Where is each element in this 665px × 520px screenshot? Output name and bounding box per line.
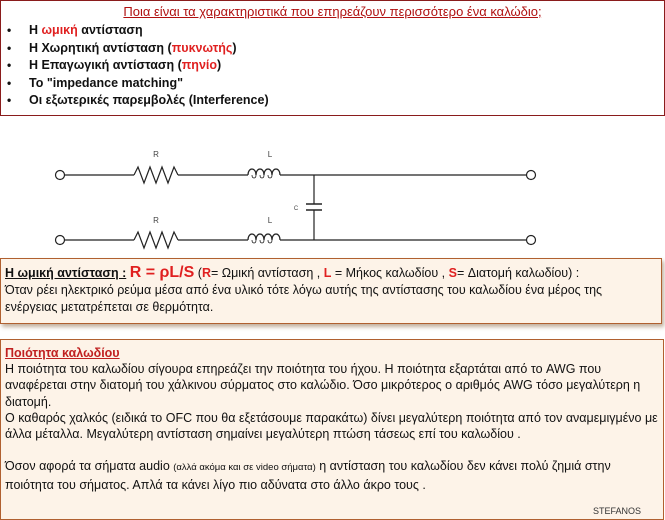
resistance-formula-line: Η ωμική αντίσταση : R = ρL/S (R= Ωμική αντίσταση , L = Μήκος καλωδίου , S= Διατομή καλωδίου) : xyxy=(5,264,580,281)
question-list xyxy=(7,22,658,110)
quality-paragraph-2: Ο καθαρός χαλκός (ειδικά το OFC που θα εξετάσουμε παρακάτω) δίνει μεγαλύτερη ποιότητα από τον αναμεμιγμένο με άλλα μέταλλα. Μεγαλύτερη αντίσταση σημαίνει μεγαλύτερη πτώση τάσεως επί του καλωδίου . xyxy=(5,410,658,442)
resistance-formula: R = ρL/S xyxy=(129,264,195,281)
inductor-label: L xyxy=(267,216,273,225)
terminal-icon xyxy=(56,171,65,180)
question-box xyxy=(0,0,665,116)
resistance-heading: Η ωμική αντίσταση : xyxy=(5,266,127,280)
list-item: • Το "impedance matching" xyxy=(7,75,658,93)
quality-paragraph-1: Η ποιότητα του καλωδίου σίγουρα επηρεάζει την ποιότητα του ήχου. Η ποιότητα εξαρτάται από το AWG που αναφέρεται στην διατομή του χάλκινου σύρματος στο καλώδιο. Όσο μικρότερος ο αριθμός AWG τόσο μεγαλύτερη η διατομή. xyxy=(5,362,641,409)
list-item: • Η Χωρητική αντίσταση (πυκνωτής) xyxy=(7,40,658,58)
author-signature: STEFANOS xyxy=(592,506,641,516)
capacitor-label: C xyxy=(293,206,299,212)
inductor-icon xyxy=(248,234,280,240)
list-item: • Η Επαγωγική αντίσταση (πηνίο) xyxy=(7,57,658,75)
bullet-icon: • xyxy=(7,93,12,107)
bullet-icon: • xyxy=(7,23,12,37)
terminal-icon xyxy=(56,236,65,245)
bullet-icon: • xyxy=(7,58,12,72)
bullet-icon: • xyxy=(7,75,12,90)
inductor-icon xyxy=(248,169,280,175)
resistor-label: R xyxy=(153,150,159,159)
inductor-label: L xyxy=(267,150,273,159)
resistor-icon xyxy=(134,232,178,248)
resistor-label: R xyxy=(153,216,159,225)
quality-paragraph-3: Όσον αφορά τα σήματα audio (αλλά ακόμα και σε video σήματα) η αντίσταση του καλωδίου δεν κάνει πολύ ζημιά στην ποιότητα του σήματος. Απλά τα κάνει λίγο πιο αδύνατα στο άλλο άκρο τους . xyxy=(5,459,611,492)
terminal-icon xyxy=(527,236,536,245)
resistor-icon xyxy=(134,167,178,183)
quality-box xyxy=(0,339,664,520)
cable-circuit-diagram xyxy=(0,140,665,260)
bullet-icon: • xyxy=(7,40,12,55)
resistance-box xyxy=(0,258,662,324)
terminal-icon xyxy=(527,171,536,180)
quality-title: Ποιότητα καλωδίου xyxy=(5,346,120,360)
resistance-body: Όταν ρέει ηλεκτρικό ρεύμα μέσα από ένα υλικό τότε λόγω αυτής της αντίστασης του καλωδίου ένα μέρος της ενέργειας μετατρέπεται σε θερμότητα. xyxy=(5,283,603,314)
list-item: • Η ωμική αντίσταση xyxy=(7,22,658,40)
question-title: Ποια είναι τα χαρακτηριστικά που επηρεάζουν περισσότερο ένα καλώδιο; xyxy=(123,4,542,19)
list-item: • Οι εξωτερικές παρεμβολές (Interference) xyxy=(7,92,658,110)
